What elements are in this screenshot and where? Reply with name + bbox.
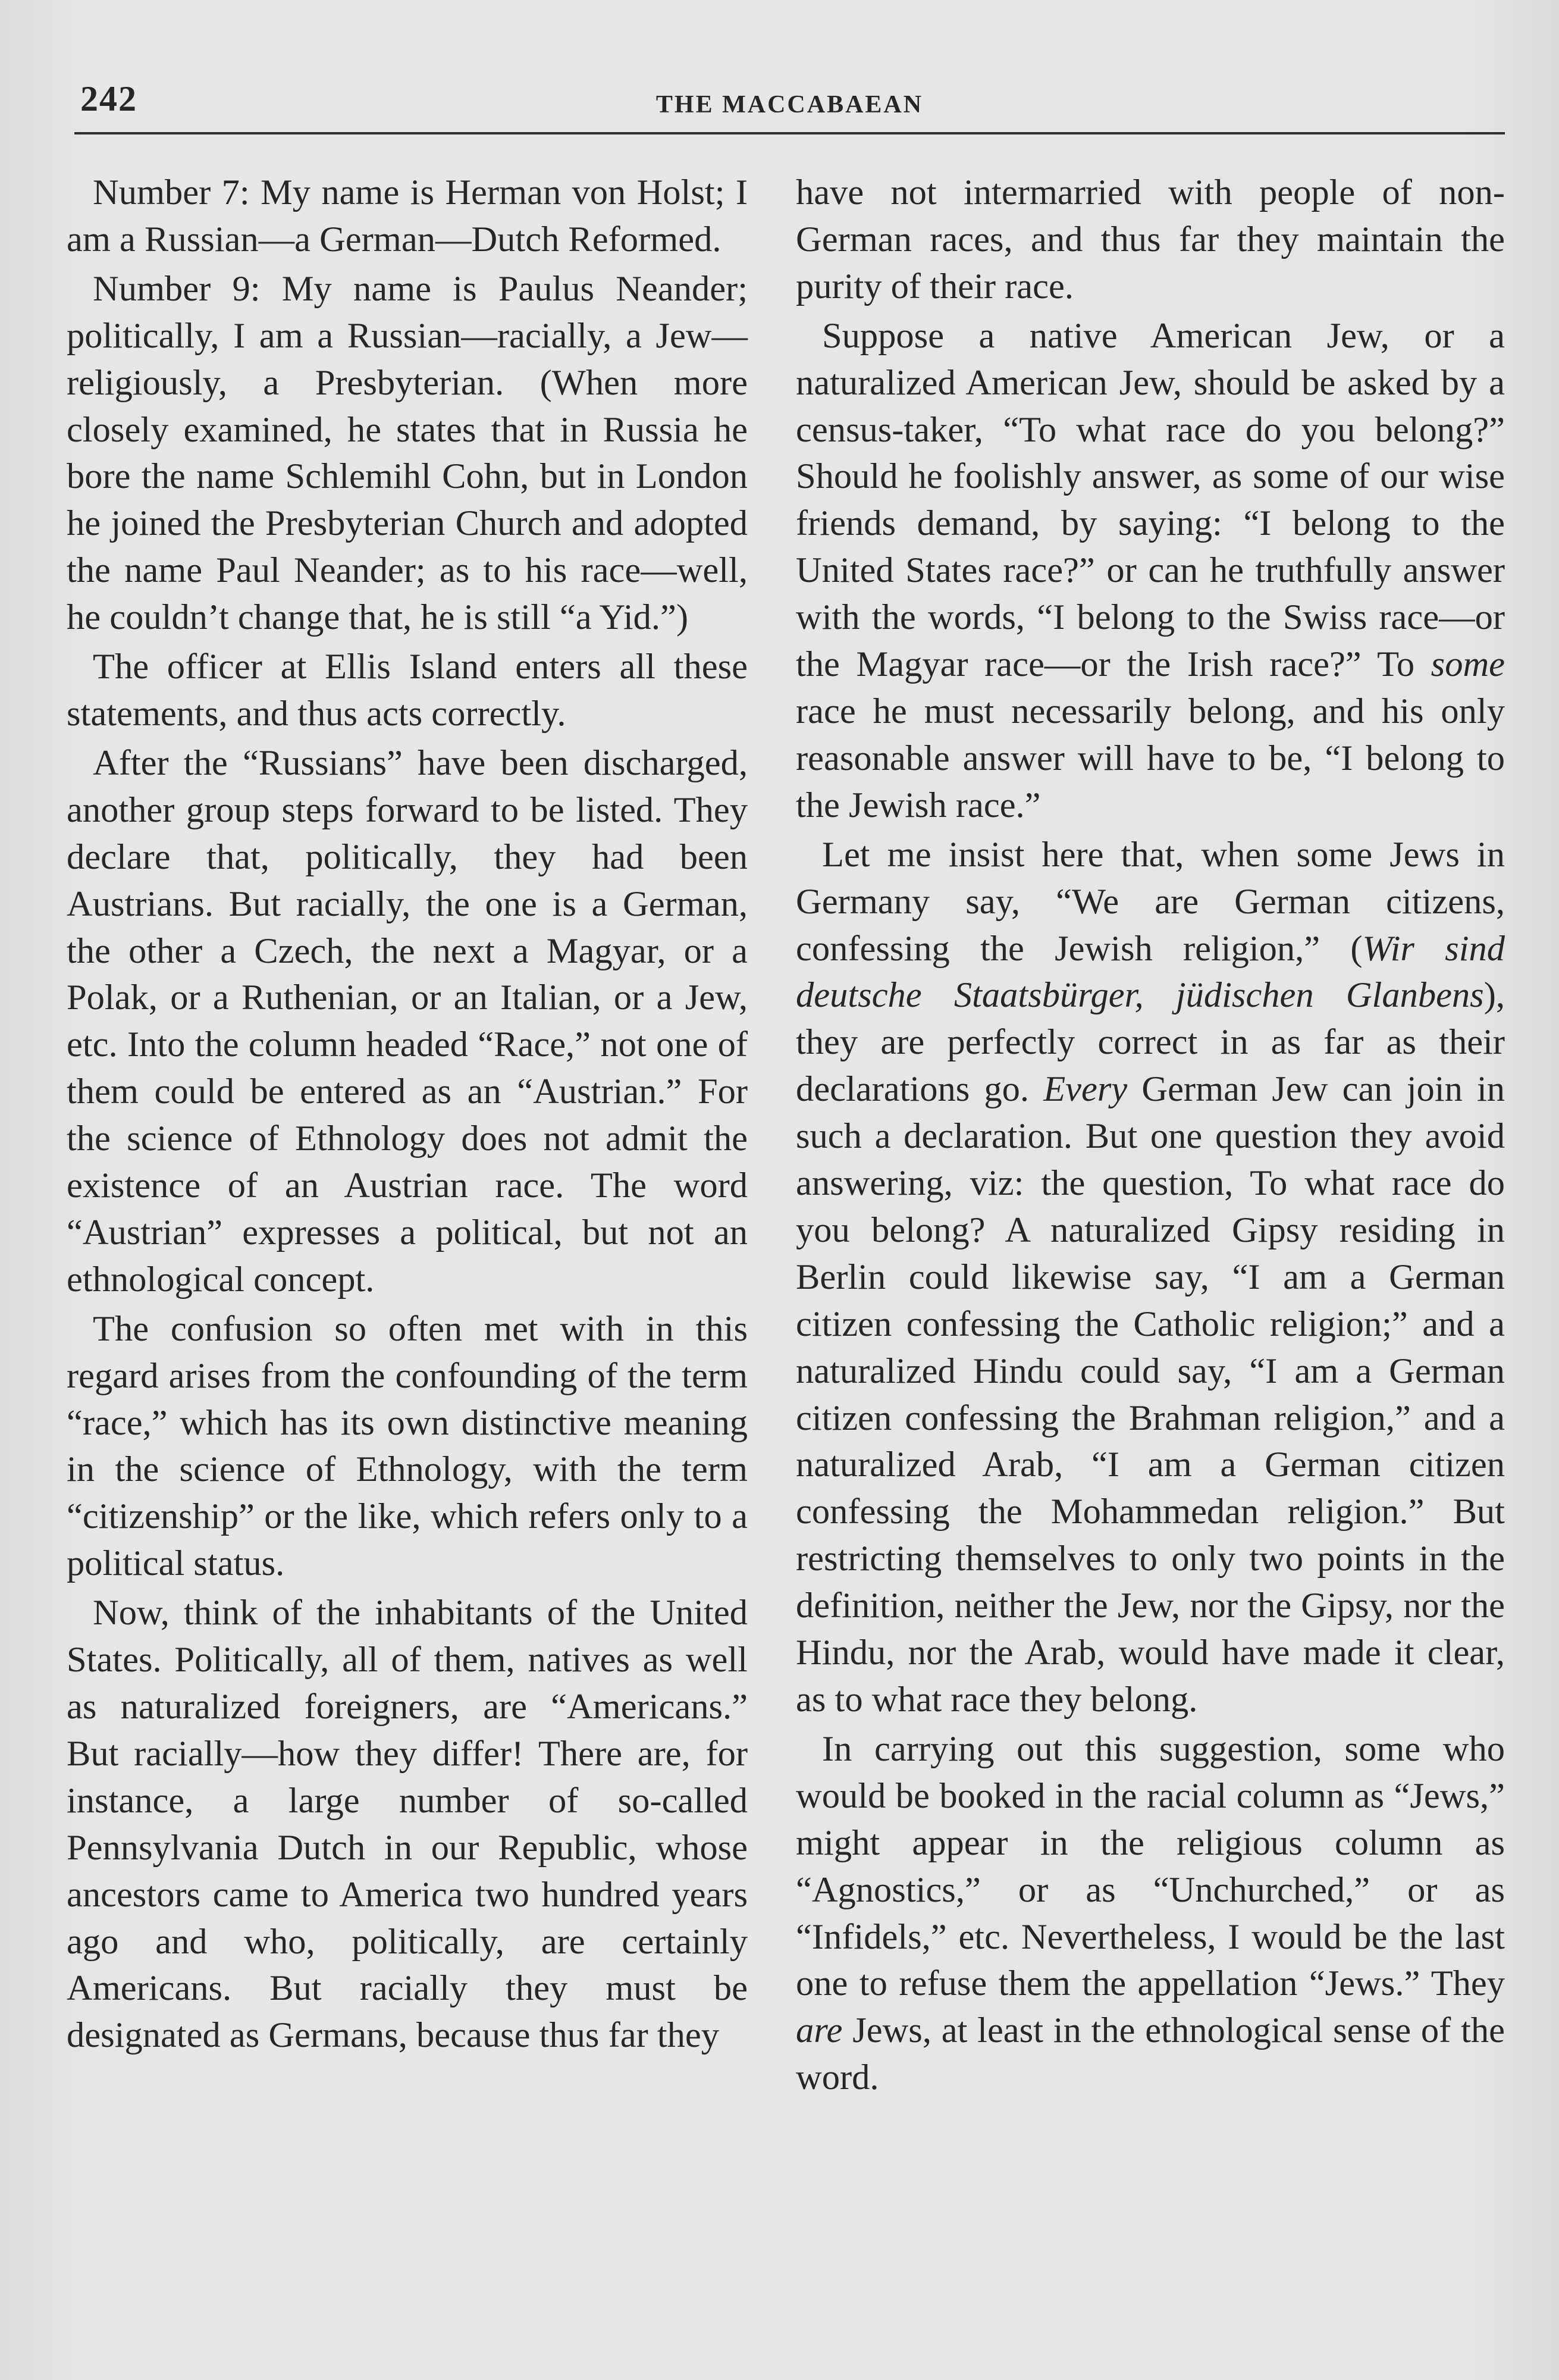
- page-number: 242: [80, 79, 137, 118]
- emphasis: Every: [1043, 1069, 1128, 1110]
- header-rule: [74, 132, 1505, 134]
- running-title: THE MACCABAEAN: [655, 91, 924, 118]
- paragraph: Now, think of the inhabitants of the United States. Politically, all of them, natives as well as naturalized foreigners, are “Americans.” But racially—how they differ! There are, for instance, a large number of so-called Pennsylvania Dutch in our Republic, whose ancestors came to America two hundred years ago and who, politically, are certainly Americans. But racially they must be designated as Germans, because thus far they: [67, 1593, 748, 2056]
- paragraph: [796, 1726, 1505, 2102]
- text-run: ), they are perfectly correct in as far as their declarations go.: [796, 975, 1505, 1110]
- emphasis: are: [796, 2011, 843, 2051]
- left-column: [67, 170, 748, 2062]
- text-run: Let me insist here that, when some Jews in Germany say, “We are German citizens, confessing the Jewish religion,” (: [796, 834, 1505, 969]
- right-column: [796, 170, 1505, 2104]
- emphasis: Wir sind deutsche Staatsbürger, jüdischen Glanbens: [796, 928, 1505, 1016]
- paragraph: [796, 832, 1505, 1724]
- text-run: Suppose a native American Jew, or a naturalized American Jew, should be asked by a census-taker, “To what race do you belong?” Should he foolishly answer, as some of our wise friends demand, by saying: “I belong to the United States race?” or can he truthfully answer with the words, “I belong to the Swiss race—or the Magyar race—or the Irish race?” To: [796, 315, 1505, 685]
- emphasis: some: [1431, 644, 1505, 685]
- paragraph: have not intermarried with people of non-German races, and thus far they maintain the purity of their race.: [796, 173, 1505, 306]
- paragraph: After the “Russians” have been discharged, another group steps forward to be listed. They declare that, politically, they had been Austrians. But racially, the one is a German, the other a Czech, the next a Magyar, or a Polak, or a Ruthenian, or an Italian, or a Jew, etc. Into the column headed “Race,” not one of them could be entered as an “Austrian.” For the science of Ethnology does not admit the existence of an Austrian race. The word “Austrian” expresses a political, but not an ethnological concept.: [67, 743, 748, 1299]
- text-run: German Jew can join in such a declaration. But one question they avoid answering, viz: the question, To what race do you belong? A naturalized Gipsy residing in Berlin could likewise say, “I am a German citizen confessing the Catholic religion;” and a naturalized Hindu could say, “I am a German citizen confessing the Brahman religion,” and a naturalized Arab, “I am a German citizen confessing the Mohammedan religion.” But restricting themselves to only two points in the definition, neither the Jew, nor the Gipsy, nor the Hindu, nor the Arab, would have made it clear, as to what race they belong.: [796, 1069, 1505, 1720]
- paragraph: Number 9: My name is Paulus Neander; politically, I am a Russian—racially, a Jew—religiously, a Presbyterian. (When more closely examined, he states that in Russia he bore the name Schlemihl Cohn, but in London he joined the Presbyterian Church and adopted the name Paul Neander; as to his race—well, he couldn’t change that, he is still “a Yid.”): [67, 268, 748, 638]
- paragraph: The officer at Ellis Island enters all these statements, and thus acts correctly.: [67, 647, 748, 734]
- paragraph: [796, 313, 1505, 829]
- text-run: In carrying out this suggestion, some who would be booked in the racial column as “Jews,” might appear in the religious column as “Agnostics,” or as “Unchurched,” or as “Infidels,” etc. Nevertheless, I would be the last one to refuse them the appellation “Jews.” They: [796, 1728, 1505, 2004]
- text-run: race he must necessarily belong, and his only reasonable answer will have to be, “I belong to the Jewish race.”: [796, 691, 1505, 825]
- text-run: Jews, at least in the ethnological sense of the word.: [796, 2011, 1505, 2098]
- paragraph: Number 7: My name is Herman von Holst; I am a Russian—a German—Dutch Reformed.: [67, 173, 748, 259]
- paragraph: The confusion so often met with in this regard arises from the confounding of the term “race,” which has its own distinctive meaning in the science of Ethnology, with the term “citizenship” or the like, which refers only to a political status.: [67, 1308, 748, 1584]
- page-header: [74, 77, 1505, 134]
